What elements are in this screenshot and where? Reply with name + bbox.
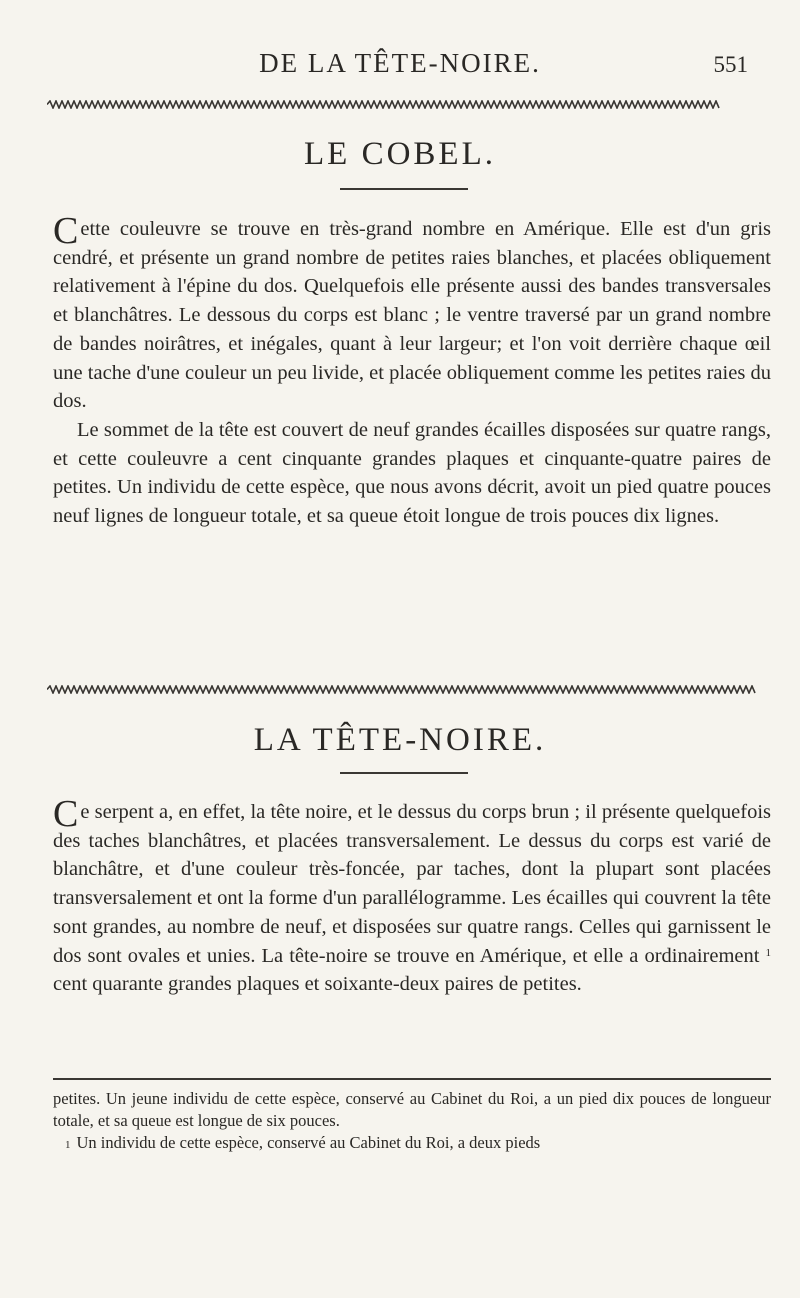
footnote-continued: petites. Un jeune individu de cette espèce, conservé au Cabinet du Roi, a un pied dix pouces de longueur totale, et sa queue est longue de six pouces. [53,1089,771,1130]
footnote-mark: 1 [65,1139,71,1151]
cobel-text [53,210,771,531]
cobel-paragraph-2: Le sommet de la tête est couvert de neuf grandes écailles disposées sur quatre rangs, et cette couleuvre a cent cinquante grandes plaques et cinquante-quatre paires de petites. Un individu de cette espèce, que nous avons décrit, avoit un pied quatre pouces neuf lignes de longueur totale, et sa queue étoit longue de trois pouces dix lignes. [53,418,771,528]
note-reference: 1 [765,946,771,959]
cobel-paragraph-1: ette couleuvre se trouve en très-grand nombre en Amérique. Elle est d'un gris cendré, et présente un grand nombre de petites raies blanches, et placées obliquement relativement à l'épine du dos. Quelquefois elle présente aussi des bandes transversales et blanchâtres. Le dessous du corps est blanc ; le ventre traversé par un grand nombre de bandes noirâtres, et inégales, quant à leur largeur; et l'on voit derrière chaque œil une tache d'une couleur un peu livide, et placée obliquement comme les petites raies du dos. [53,218,771,413]
title-underline-cobel [340,188,468,190]
ornament-rule-top [47,100,767,109]
drop-cap: C [53,793,79,835]
footnotes [53,1088,771,1154]
tete-noire-paragraph-start: e serpent a, en effet, la tête noire, et le dessus du corps brun ; il présente quelquefois des taches blanchâtres, et placées transversalement. Le dessus du corps est varié de blanchâtre, et d'une couleur très-foncée, par taches, dont la plupart sont placées transversalement et ont la forme d'un parallélogramme. Les écailles qui couvrent la tête sont grandes, au nombre de neuf, et disposées sur quatre rangs. Celles qui garnissent le dos sont ovales et unies. La tête-noire se trouve en Amérique, et elle a ordinairement [53,801,771,967]
footnote-1: Un individu de cette espèce, conservé au Cabinet du Roi, a deux pieds [76,1133,541,1152]
section-title-cobel: LE COBEL. [304,136,496,172]
tete-noire-paragraph-end: cent quarante grandes plaques et soixante-deux paires de petites. [53,973,582,996]
section-title-tete-noire: LA TÊTE-NOIRE. [253,722,547,758]
running-head [0,48,800,78]
ornament-rule-middle [47,685,767,694]
tete-noire-text [53,793,771,999]
drop-cap: C [53,210,79,252]
title-underline-tete-noire [340,772,468,774]
page-number: 551 [713,52,748,77]
footnote-rule [53,1078,771,1080]
running-title: DE LA TÊTE-NOIRE. [259,48,541,78]
